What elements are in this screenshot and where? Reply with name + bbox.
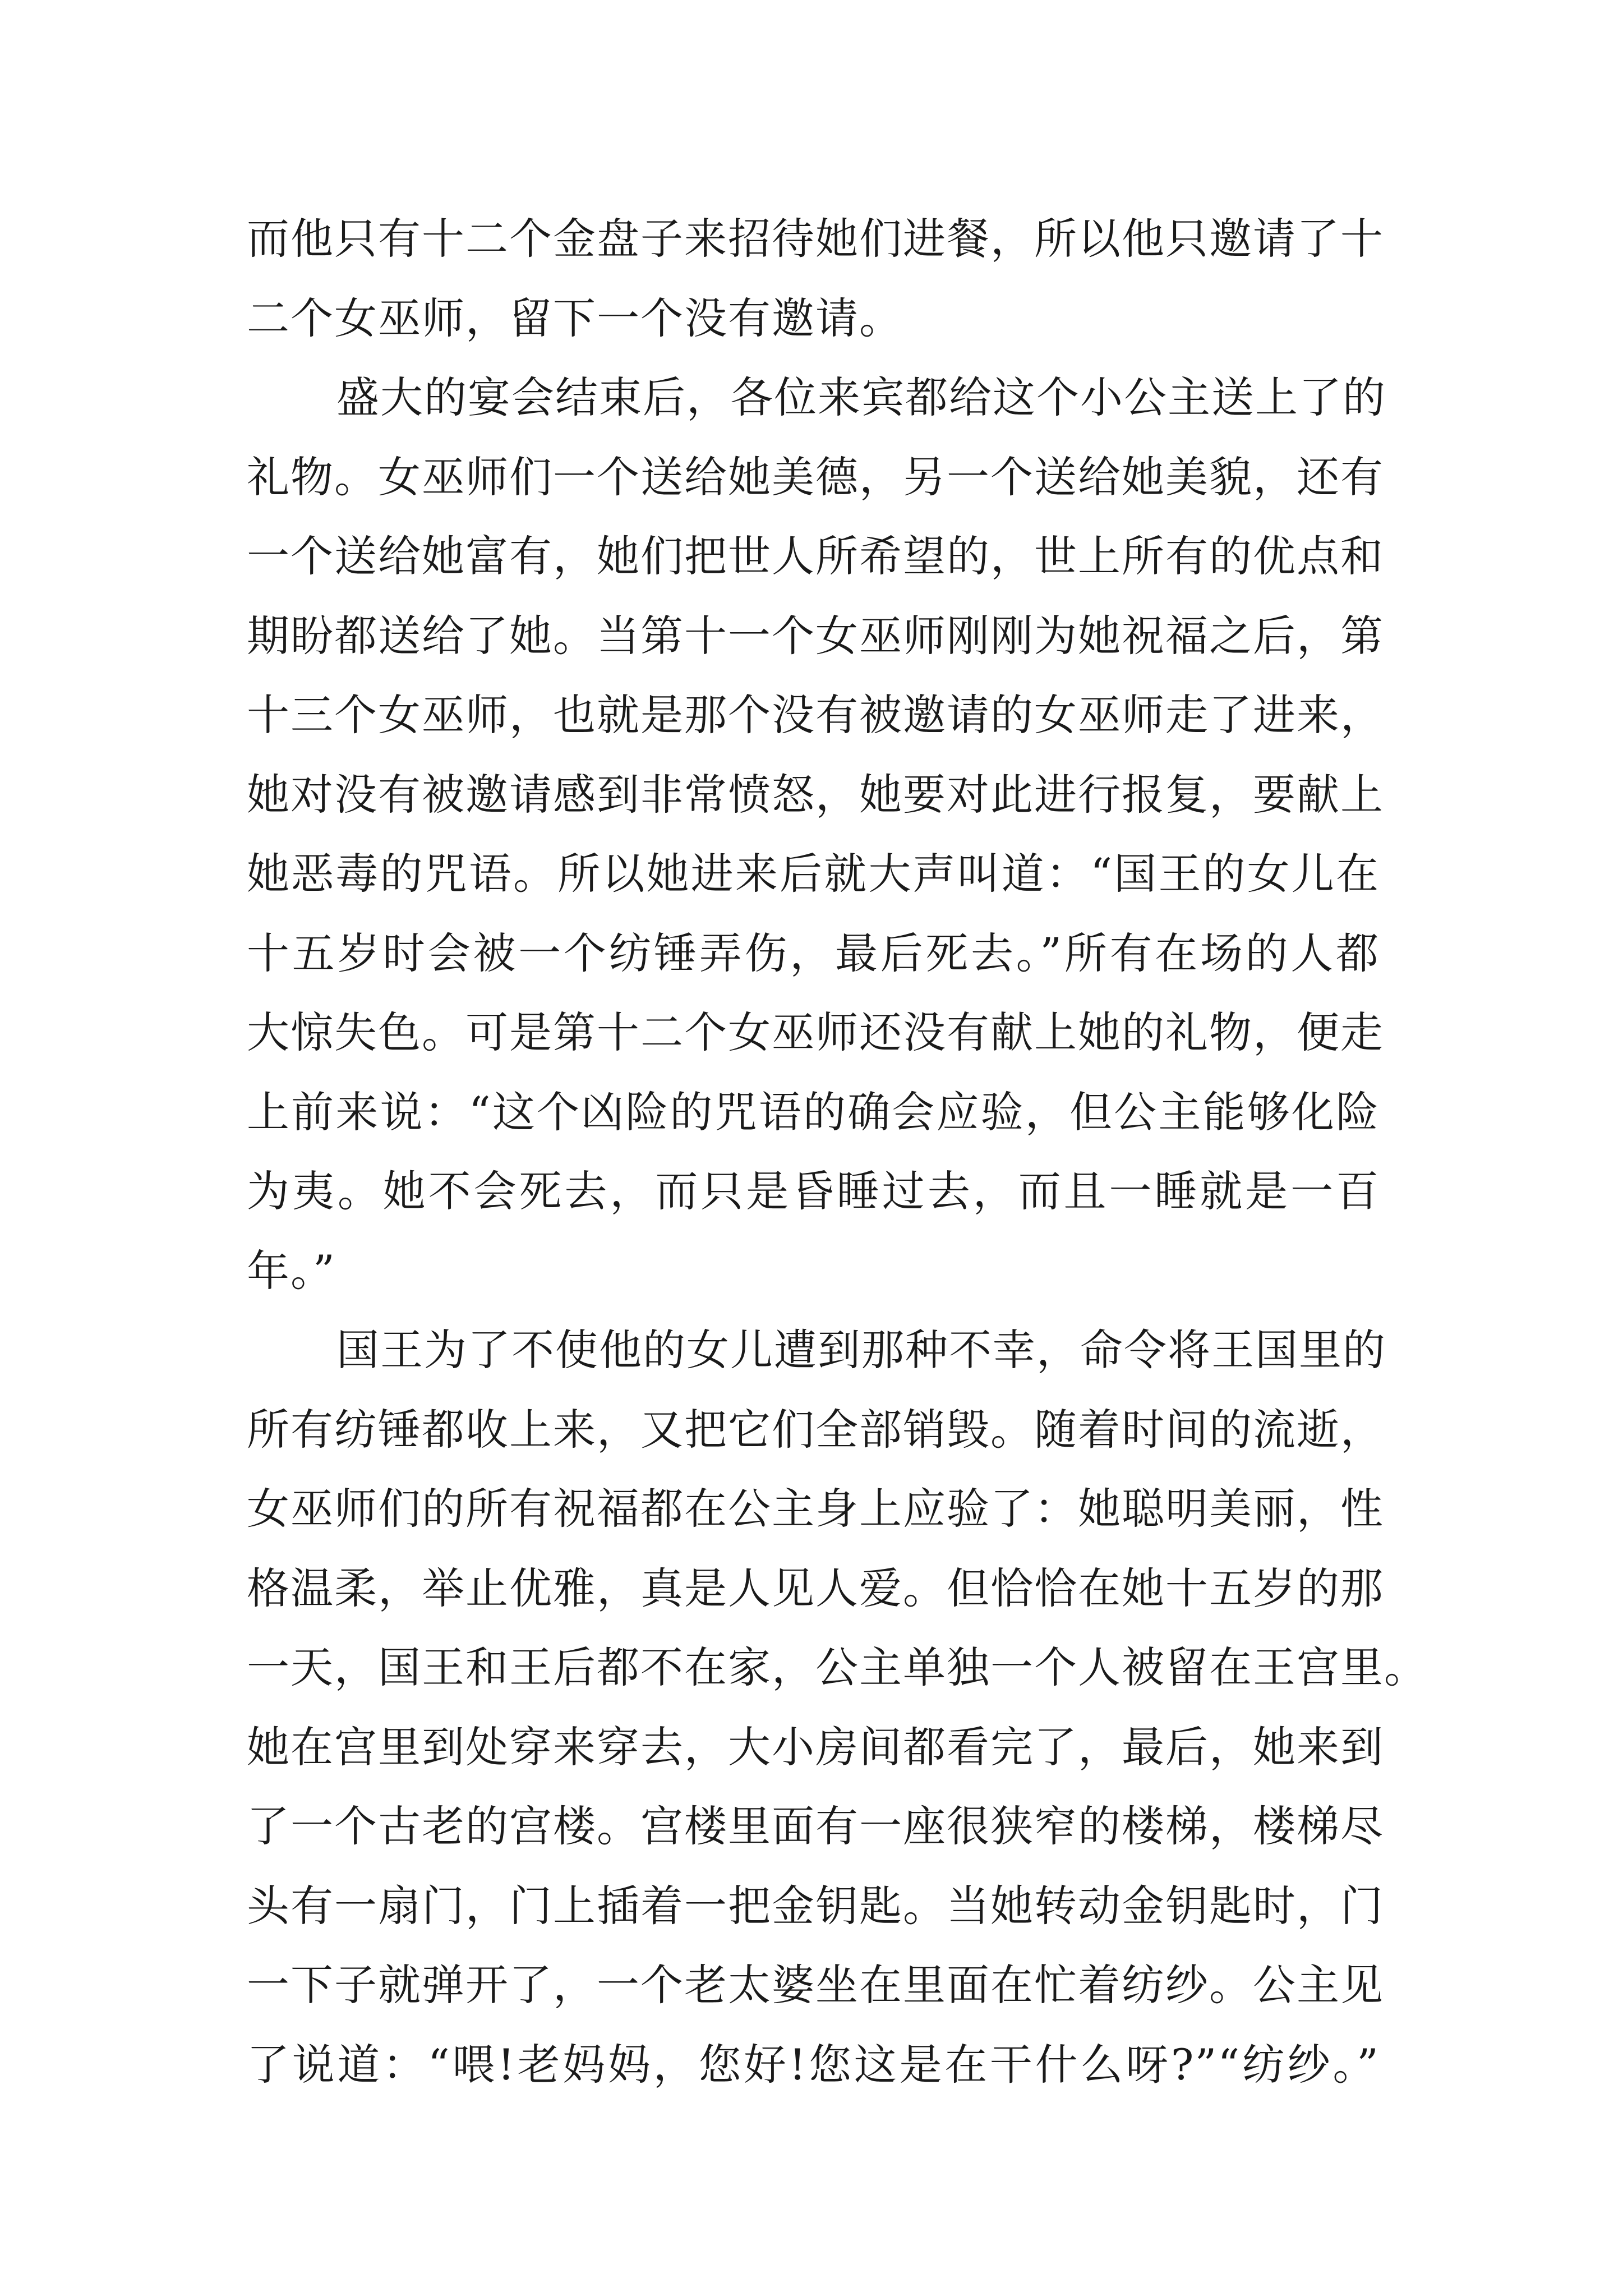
text-line: 了说道：“喂!老妈妈，您好!您这是在干什么呀?”“纺纱。” <box>247 2039 1380 2090</box>
story-text <box>247 199 1428 2104</box>
text-line: 一个送给她富有，她们把世人所希望的，世上所有的优点和 <box>247 531 1384 581</box>
text-line: 年。” <box>247 1245 336 1296</box>
paragraph-first-line: 国王为了不使他的女儿遭到那种不幸，命令将王国里的 <box>336 1325 1386 1375</box>
text-line: 礼物。女巫师们一个送给她美德，另一个送给她美貌，还有 <box>247 452 1384 502</box>
text-line: 为夷。她不会死去，而只是昏睡过去，而且一睡就是一百 <box>247 1166 1380 1216</box>
text-line: 而他只有十二个金盘子来招待她们进餐，所以他只邀请了十 <box>247 214 1384 264</box>
text-line: 十五岁时会被一个纺锤弄伤，最后死去。”所有在场的人都 <box>247 928 1380 978</box>
text-line: 大惊失色。可是第十二个女巫师还没有献上她的礼物，便走 <box>247 1007 1384 1057</box>
paragraph-first-line: 盛大的宴会结束后，各位来宾都给这个小公主送上了的 <box>336 372 1386 422</box>
text-line: 十三个女巫师，也就是那个没有被邀请的女巫师走了进来， <box>247 690 1384 740</box>
text-line: 头有一扇门，门上插着一把金钥匙。当她转动金钥匙时，门 <box>247 1880 1384 1931</box>
text-line: 格温柔，举止优雅，真是人见人爱。但恰恰在她十五岁的那 <box>247 1563 1384 1613</box>
text-line: 一天，国王和王后都不在家，公主单独一个人被留在王宫里。 <box>247 1642 1428 1692</box>
text-line: 了一个古老的宫楼。宫楼里面有一座很狭窄的楼梯，楼梯尽 <box>247 1801 1384 1851</box>
text-line: 她在宫里到处穿来穿去，大小房间都看完了，最后，她来到 <box>247 1722 1384 1772</box>
text-line: 所有纺锤都收上来，又把它们全部销毁。随着时间的流逝， <box>247 1404 1384 1455</box>
text-line: 女巫师们的所有祝福都在公主身上应验了：她聪明美丽，性 <box>247 1484 1384 1534</box>
text-line: 她对没有被邀请感到非常愤怒，她要对此进行报复，要献上 <box>247 769 1384 820</box>
text-line: 二个女巫师，留下一个没有邀请。 <box>247 293 903 343</box>
text-line: 她恶毒的咒语。所以她进来后就大声叫道：“国王的女儿在 <box>247 849 1380 899</box>
text-line: 一下子就弹开了，一个老太婆坐在里面在忙着纺纱。公主见 <box>247 1960 1384 2010</box>
text-line: 上前来说：“这个凶险的咒语的确会应验，但公主能够化险 <box>247 1087 1380 1137</box>
text-line: 期盼都送给了她。当第十一个女巫师刚刚为她祝福之后，第 <box>247 610 1384 661</box>
